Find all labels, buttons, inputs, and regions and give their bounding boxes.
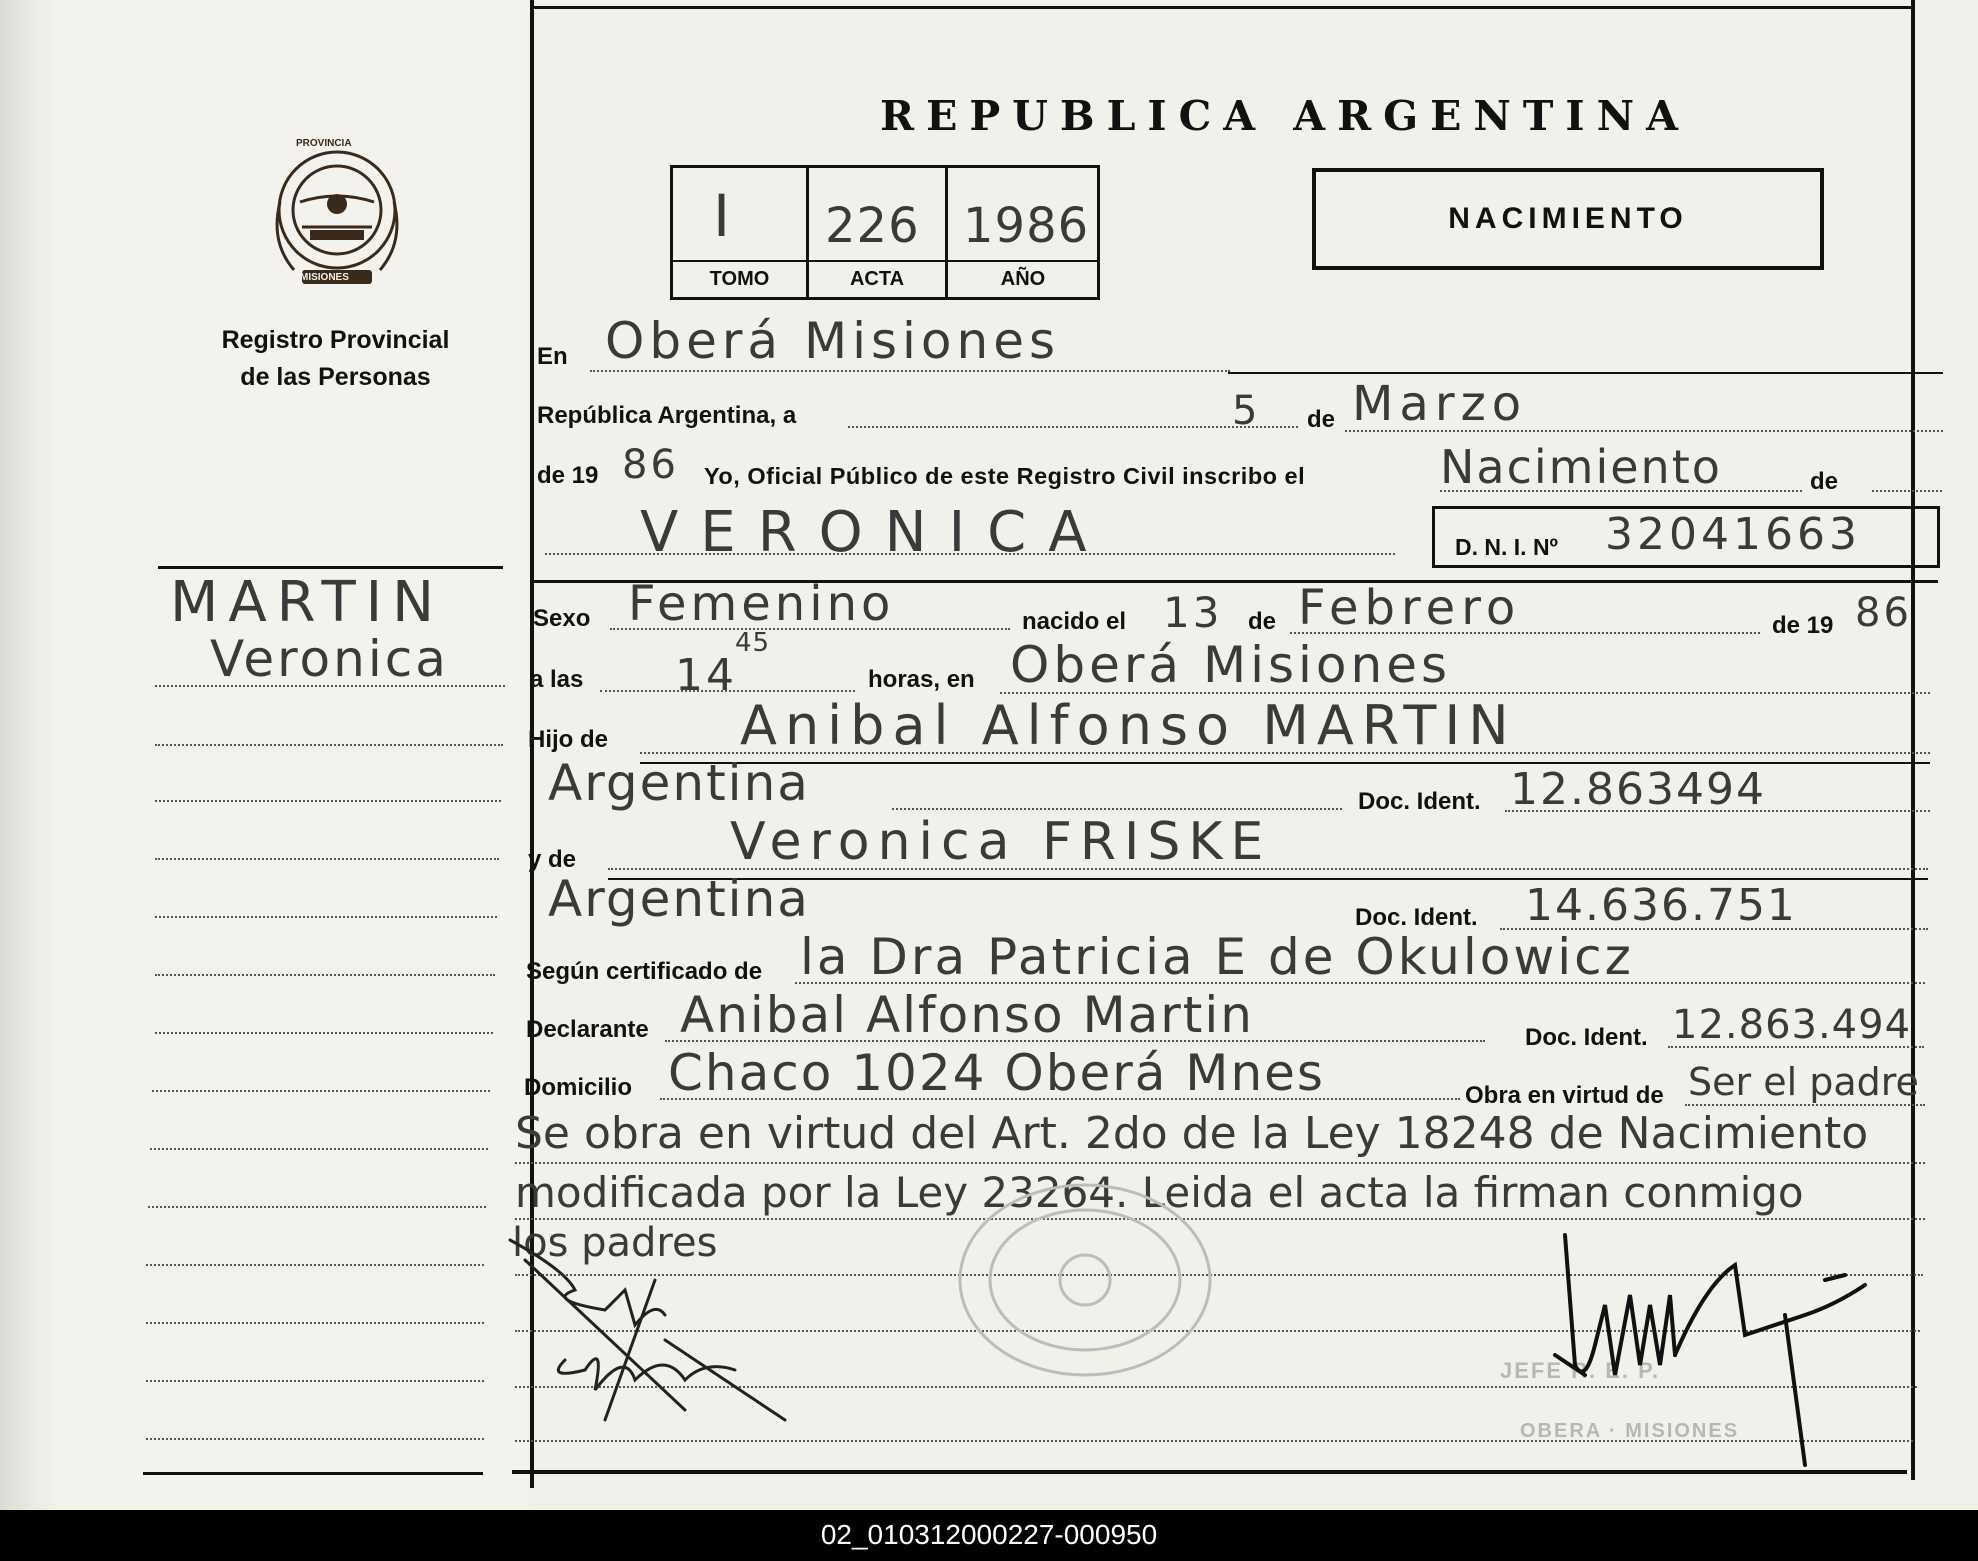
right-border-line <box>1911 0 1915 1480</box>
birth-year: 86 <box>1855 590 1912 636</box>
obra-line <box>1685 1104 1925 1106</box>
birth-day: 13 <box>1163 588 1223 637</box>
official-stamp-line2: OBERA · MISIONES <box>1520 1420 1740 1442</box>
tomo-value: I <box>713 182 731 250</box>
father-nationality: Argentina <box>548 754 810 812</box>
stub-line <box>155 685 505 687</box>
birth-minutes: 45 <box>735 628 771 658</box>
birth-place: Oberá Misiones <box>1010 636 1452 694</box>
parent-signature-icon <box>505 1230 805 1430</box>
acta-value: 226 <box>825 198 920 254</box>
declarante-doc: 12.863.494 <box>1672 1002 1912 1048</box>
note-rule-1 <box>515 1162 1925 1164</box>
child-name: VERONICA <box>640 500 1109 565</box>
stub-line <box>150 1148 488 1150</box>
provincial-seal-icon <box>262 132 412 287</box>
domicilio-value: Chaco 1024 Oberá Mnes <box>668 1044 1325 1102</box>
act-line-end <box>1872 490 1942 492</box>
de-label-3: de <box>1248 608 1277 635</box>
stub-given-name: Veronica <box>210 630 449 688</box>
stub-line <box>148 1206 486 1208</box>
en-label: En <box>537 343 568 370</box>
birth-hour: 14 <box>675 650 737 701</box>
obra-value: Ser el padre <box>1688 1060 1919 1104</box>
doc-ident-label-3: Doc. Ident. <box>1525 1024 1648 1051</box>
act-type: Nacimiento <box>1440 440 1722 494</box>
child-name-line <box>545 553 1395 555</box>
de-label-2: de <box>1810 468 1839 495</box>
acta-label: ACTA <box>849 268 905 290</box>
year-prefix-label-2: de 19 <box>1772 612 1834 639</box>
stub-line <box>146 1322 484 1324</box>
obra-label: Obra en virtud de <box>1465 1082 1664 1109</box>
stub-line <box>146 1264 484 1266</box>
mother-doc: 14.636.751 <box>1525 880 1797 931</box>
doc-ident-label-2: Doc. Ident. <box>1355 904 1478 931</box>
stub-line <box>155 974 495 976</box>
stub-line <box>152 1090 490 1092</box>
stub-line <box>155 1032 493 1034</box>
domicilio-label: Domicilio <box>524 1074 633 1101</box>
horas-label: horas, en <box>868 666 975 693</box>
sexo-label: Sexo <box>533 605 591 632</box>
official-signature-icon <box>1545 1225 1875 1475</box>
document-type-box <box>1312 168 1824 270</box>
dni-number: 32041663 <box>1605 509 1861 560</box>
registration-year: 86 <box>622 442 679 488</box>
mother-name: Veronica FRISKE <box>730 812 1272 872</box>
doc-ident-label: Doc. Ident. <box>1358 788 1481 815</box>
tomo-label: TOMO <box>709 268 770 290</box>
registration-month: Marzo <box>1352 376 1528 432</box>
yde-label: y de <box>528 846 577 873</box>
dni-label: D. N. I. Nº <box>1455 534 1558 560</box>
stub-line <box>155 800 501 802</box>
sexo-value: Femenino <box>628 576 895 632</box>
page-edge-shadow <box>0 0 58 1510</box>
note-line-3: los padres <box>512 1220 718 1266</box>
ano-value: 1986 <box>963 198 1090 254</box>
record-number-box <box>670 165 1100 300</box>
seal-bottom-text: MISIONES <box>300 272 349 283</box>
note-line-2: modificada por la Ley 23264. Leida el acta la firman conmigo <box>515 1168 1804 1217</box>
registration-day: 5 <box>1232 388 1261 434</box>
note-line-1: Se obra en virtud del Art. 2do de la Ley 18248 de Nacimiento <box>515 1108 1869 1159</box>
father-name: Anibal Alfonso MARTIN <box>740 694 1517 757</box>
record-box-rule <box>673 260 1097 262</box>
de-label: de <box>1307 406 1336 433</box>
registry-name-line2: de las Personas <box>240 363 431 391</box>
hijo-label: Hijo de <box>528 726 609 753</box>
declarante-label: Declarante <box>526 1016 649 1043</box>
seal-top-text: PROVINCIA <box>296 138 352 149</box>
registry-stamp-icon <box>945 1180 1225 1380</box>
alas-label: a las <box>530 666 584 693</box>
mother-nationality: Argentina <box>548 870 810 928</box>
stub-line <box>155 858 499 860</box>
registry-name-line1: Registro Provincial <box>221 326 450 354</box>
page-title: REPUBLICA ARGENTINA <box>880 92 1690 140</box>
official-statement: Yo, Oficial Público de este Registro Civil inscribo el <box>704 463 1306 489</box>
certifier: la Dra Patricia E de Okulowicz <box>800 928 1634 986</box>
stub-surname: MARTIN <box>170 570 445 635</box>
birth-month: Febrero <box>1298 580 1522 636</box>
father-nationality-line <box>892 808 1342 810</box>
image-code-footer: 02_010312000227-000950 <box>0 1510 1978 1561</box>
nacido-label: nacido el <box>1022 608 1127 635</box>
official-stamp-line1: JEFE R. E. P. <box>1500 1358 1661 1383</box>
dni-box <box>1432 506 1940 568</box>
segun-label: Según certificado de <box>526 958 763 985</box>
registration-place: Oberá Misiones <box>605 312 1061 370</box>
date-line <box>848 426 1298 428</box>
stub-bottom-rule <box>143 1472 483 1475</box>
stub-line <box>155 744 503 746</box>
ano-label: AÑO <box>1000 268 1046 290</box>
stub-line <box>155 916 497 918</box>
year-prefix-label: de 19 <box>537 462 599 489</box>
stub-line <box>146 1438 484 1440</box>
republica-label: República Argentina, a <box>537 402 797 429</box>
stub-top-rule <box>158 566 503 569</box>
document-type-label: NACIMIENTO <box>1448 202 1688 235</box>
declarante-name: Anibal Alfonso Martin <box>680 986 1254 1044</box>
father-doc: 12.863494 <box>1510 764 1766 815</box>
top-border-line <box>530 6 1915 9</box>
place-line-end <box>1228 372 1943 374</box>
stub-line <box>146 1380 484 1382</box>
place-line <box>590 370 1230 372</box>
